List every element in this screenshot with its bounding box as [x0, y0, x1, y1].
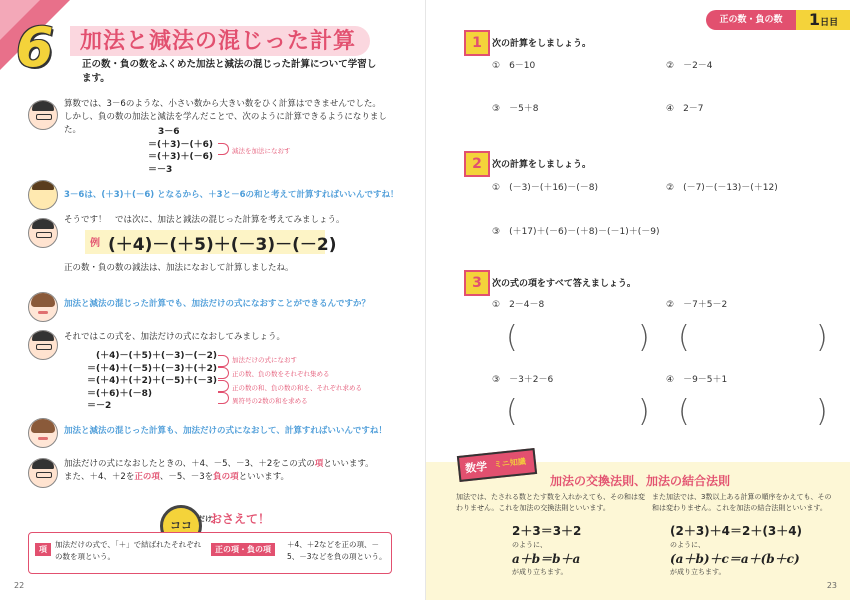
student-avatar-icon	[28, 180, 58, 210]
teacher-line-5-part: といいます。	[238, 472, 290, 482]
teacher-line-4: それではこの式を、加法だけの式になおしてみましょう。	[64, 332, 286, 342]
positive-term-keyword: 正の項	[134, 472, 160, 482]
calc1-note: 減法を加法になおす	[232, 147, 291, 155]
badge-label: ミニ知識	[493, 456, 527, 470]
note-arrow-icon	[218, 392, 229, 404]
note-arrow-icon	[218, 355, 229, 367]
answer-paren-open: (	[678, 320, 690, 355]
note-arrow-icon	[218, 143, 229, 155]
right-page	[425, 0, 850, 600]
badge-subject: 数学	[464, 460, 488, 476]
student-girl-avatar-icon	[28, 292, 58, 322]
teacher-line-3: 正の数・負の数の減法は、加法になおして計算しましたね。	[64, 263, 294, 273]
intro-text: 算数では、3－6のような、小さい数から大きい数をひく計算はできませんでした。しかし、負の数の加法と減法を学んだことで、次のように計算できるようになりました。	[64, 99, 387, 135]
calc2-line: ＝－2	[87, 401, 112, 411]
koko-label: ココ	[170, 519, 192, 532]
calc2-line: ＝(＋6)＋(－8)	[87, 389, 152, 399]
answer-paren-close: )	[638, 320, 650, 355]
q3-item: ① 2－4－8	[492, 300, 545, 310]
example-label: 例	[90, 238, 100, 249]
question-1-heading: 次の計算をしましょう。	[492, 39, 592, 49]
koko-dake: だけ	[198, 515, 212, 523]
q1-item: ③ －5＋8	[492, 104, 539, 114]
q1-item: ④ 2－7	[666, 104, 704, 114]
calc2-line: ＝(＋4)＋(＋2)＋(－5)＋(－3)	[87, 376, 217, 386]
q3-item: ④ －9－5＋1	[666, 375, 728, 385]
teacher-avatar-icon	[28, 218, 58, 248]
answer-paren-close: )	[816, 394, 828, 429]
page-number: 22	[14, 581, 25, 590]
question-3-heading: 次の式の項をすべて答えましょう。	[492, 279, 636, 289]
point-text-pos-neg: ＋4、＋2などを正の項、－5、－3などを負の項という。	[287, 540, 387, 561]
answer-paren-close: )	[816, 320, 828, 355]
teacher-line-5-part: といいます。	[323, 459, 374, 469]
note-arrow-icon	[218, 380, 229, 392]
associative-text: また加法では、3数以上ある計算の順序をかえても、その和は変わりません。これを加法の結合法則といいます。	[652, 493, 832, 512]
question-number-3: 3	[464, 270, 490, 296]
teacher-line-5-part: 、－5、－3を	[159, 472, 214, 482]
question-number-1: 1	[464, 30, 490, 56]
note-arrow-icon	[218, 367, 229, 379]
q3-item: ③ －3＋2－6	[492, 375, 554, 385]
q1-item: ② －2－4	[666, 61, 713, 71]
teacher-avatar-icon	[28, 330, 58, 360]
point-tag-term: 項	[35, 543, 51, 556]
page-number: 23	[826, 581, 837, 590]
calc2-note: 異符号の2数の和を求める	[232, 397, 308, 405]
commutative-law: a＋b＝b＋a	[512, 552, 581, 566]
mini-knowledge-title: 加法の交換法則、加法の結合法則	[550, 474, 731, 488]
key-point-title: おさえて！	[210, 512, 271, 526]
teacher-line-5-part: 加法だけの式になおしたときの、＋4、－5、－3、＋2をこの式の	[64, 459, 315, 469]
commutative-note: のように、	[512, 541, 547, 549]
student-line-3: 加法と減法の混じった計算も、加法だけの式になおして、計算すればいいんですね！	[64, 426, 387, 436]
teacher-line-5-part: また、＋4、＋2を	[64, 472, 135, 482]
teacher-avatar-icon	[28, 458, 58, 488]
calc2-line: ＝(＋4)＋(－5)＋(－3)＋(＋2)	[87, 364, 217, 374]
negative-term-keyword: 負の項	[213, 472, 239, 482]
student-girl-avatar-icon	[28, 418, 58, 448]
q3-item: ② －7＋5－2	[666, 300, 728, 310]
term-keyword: 項	[314, 459, 324, 469]
associative-law: (a＋b)＋c＝a＋(b＋c)	[670, 552, 800, 566]
answer-paren-open: (	[506, 394, 518, 429]
calc2-note: 正の数の和、負の数の和を、それぞれ求める	[232, 384, 362, 392]
student-line-1: 3－6は、(＋3)＋(－6) となるから、＋3と－6の和と考えて計算すればいいんですね！	[64, 190, 399, 200]
point-text-term: 加法だけの式で、「＋」で結ばれたそれぞれの数を項という。	[55, 540, 202, 561]
q2-item: ① (－3)－(＋16)－(－8)	[492, 183, 599, 193]
teacher-line-2: そうです！ では次に、加法と減法の混じった計算を考えてみましょう。	[64, 215, 345, 225]
header-day-unit: 日目	[820, 18, 839, 28]
teacher-avatar-icon	[28, 100, 58, 130]
q2-item: ③ (＋17)＋(－6)－(＋8)－(－1)＋(－9)	[492, 227, 660, 237]
header-tag	[706, 10, 850, 30]
commutative-text: 加法では、たされる数とたす数を入れかえても、その和は変わりません。これを加法の交換法則といいます。	[456, 493, 645, 512]
header-day-num: 1	[808, 10, 821, 29]
commutative-example: 2＋3＝3＋2	[512, 524, 582, 538]
calc2-note: 加法だけの式になおす	[232, 356, 297, 364]
calc1-line: ＝－3	[148, 165, 173, 175]
question-2-heading: 次の計算をしましょう。	[492, 160, 592, 170]
page-title: 加法と減法の混じった計算	[80, 29, 357, 54]
q2-item: ② (－7)－(－13)－(＋12)	[666, 183, 778, 193]
lesson-number: 6	[16, 16, 54, 79]
associative-note: が成り立ちます。	[670, 568, 726, 576]
example-expression: (＋4)－(＋5)＋(－3)－(－2)	[108, 235, 337, 255]
point-tag-pos-neg: 正の項・負の項	[211, 543, 275, 556]
page-subtitle: 正の数・負の数をふくめた加法と減法の混じった計算について学習します。	[82, 59, 377, 84]
answer-paren-close: )	[638, 394, 650, 429]
header-topic: 正の数・負の数	[706, 10, 796, 30]
header-day	[796, 10, 850, 30]
calc1-line: ＝(＋3)－(＋6)	[148, 140, 213, 150]
q1-item: ① 6－10	[492, 61, 536, 71]
question-number-2: 2	[464, 151, 490, 177]
calc2-note: 正の数、負の数をそれぞれ集める	[232, 370, 330, 378]
associative-example: (2＋3)＋4＝2＋(3＋4)	[670, 524, 803, 538]
calc2-line: (＋4)－(＋5)＋(－3)－(－2)	[96, 351, 217, 361]
student-line-2: 加法と減法の混じった計算でも、加法だけの式になおすことができるんですか？	[64, 299, 371, 309]
answer-paren-open: (	[506, 320, 518, 355]
calc1-line: 3－6	[158, 127, 180, 137]
commutative-note: が成り立ちます。	[512, 568, 568, 576]
associative-note: のように、	[670, 541, 705, 549]
teacher-line-5	[64, 458, 394, 484]
calc1-line: ＝(＋3)＋(－6)	[148, 152, 213, 162]
key-point-box	[28, 532, 392, 574]
answer-paren-open: (	[678, 394, 690, 429]
